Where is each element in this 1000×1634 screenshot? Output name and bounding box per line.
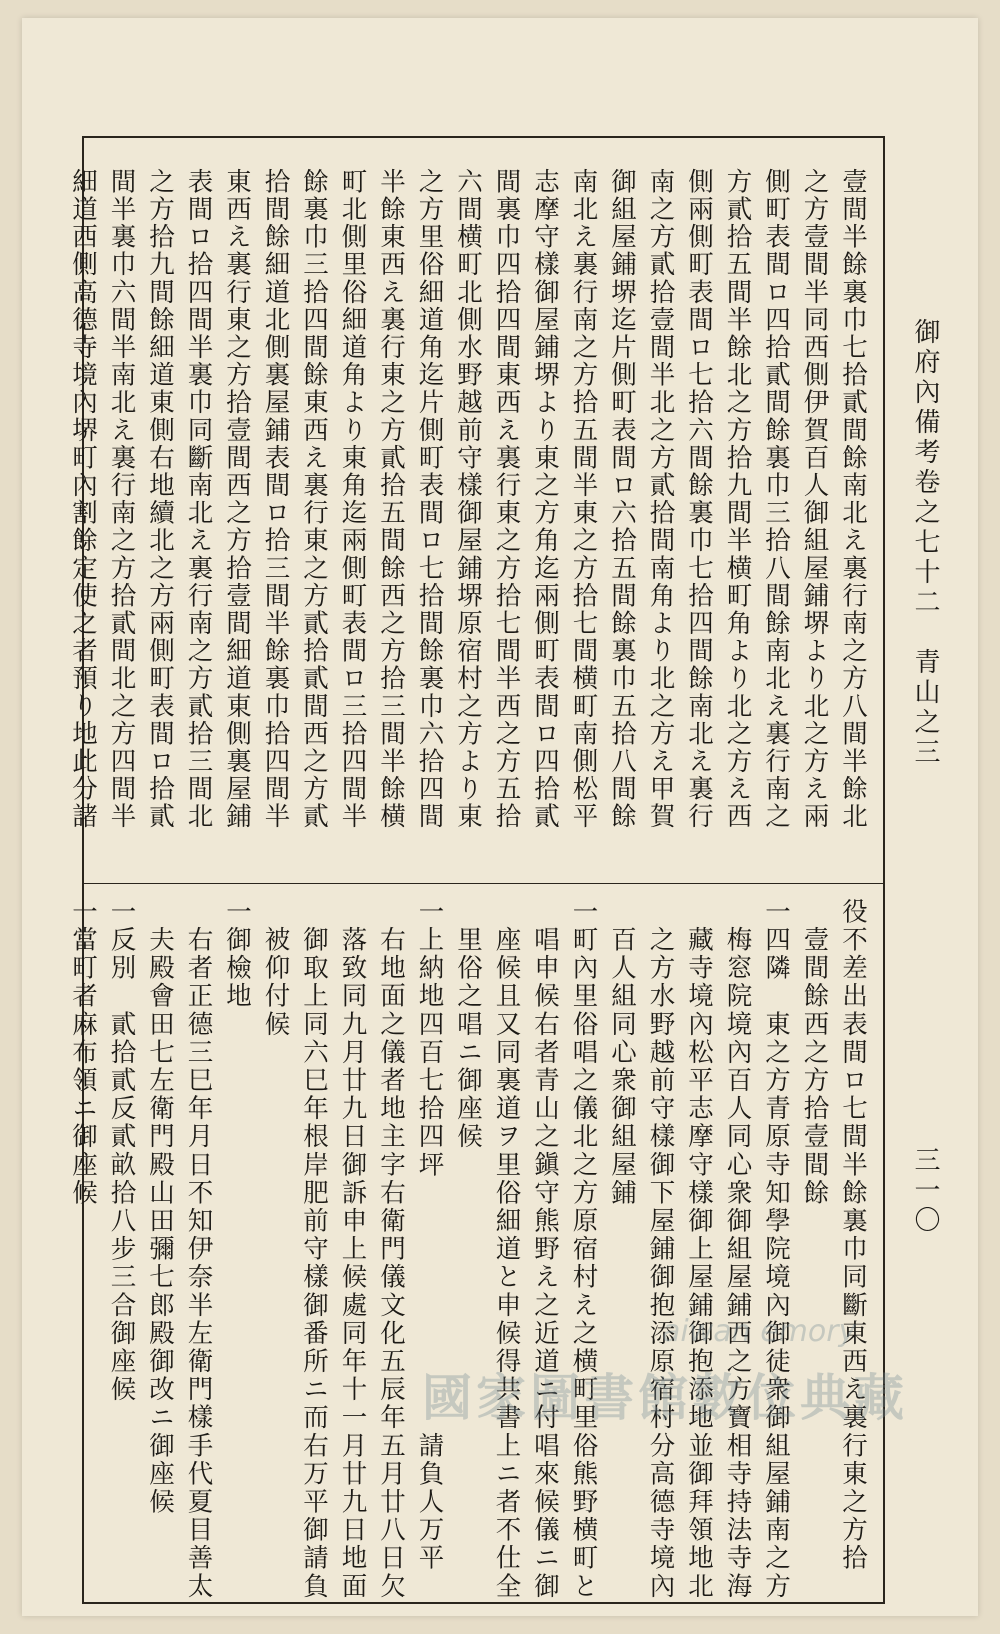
- text-column: 半餘東西え裏行東之方貳拾五間餘西之方拾三間半餘横: [376, 168, 406, 831]
- watermark-subtext: aiwan emory: [662, 1314, 857, 1349]
- text-column: 一上納地四百七拾四坪 請負人万平: [414, 898, 445, 1573]
- text-column: 志摩守樣御屋鋪堺より東之方角迄兩側町表間ロ四拾貳: [530, 168, 560, 831]
- text-column: 餘裏巾三拾四間餘東西え裏行東之方貳拾貳間西之方貳: [299, 168, 329, 831]
- text-column: 細道西側高德寺境內堺町內割餘定使之者預り地此分諸: [68, 168, 98, 831]
- text-column: 座候且又同裏道ヲ里俗細道と申候得共書上ニ者不仕全: [491, 898, 522, 1601]
- text-column: 之方水野越前守樣御下屋鋪御抱添原宿村分高德寺境內: [645, 898, 676, 1601]
- text-column: 拾間餘細道北側裏屋鋪表間ロ拾三間半餘裏巾拾四間半: [260, 168, 291, 831]
- text-column: 唱申候右者青山之鎭守熊野え之近道ニ付唱來候儀ニ御: [530, 898, 560, 1601]
- text-column: 之方壹間半同西側伊賀百人御組屋鋪堺より北之方え兩: [799, 168, 830, 831]
- text-column: 之方里俗細道角迄片側町表間ロ七拾間餘裏巾六拾四間: [414, 168, 445, 831]
- text-column: 夫殿會田七左衛門殿山田彌七郎殿御改ニ御座候: [145, 898, 175, 1517]
- document-page: [22, 18, 978, 1616]
- text-column: 壹間半餘裏巾七拾貳間餘南北え裏行南之方八間半餘北: [838, 168, 868, 831]
- text-column: 間裏巾四拾四間東西え裏行東之方拾七間半西之方五拾: [491, 168, 522, 831]
- section-divider: [84, 883, 883, 884]
- text-column: 一當町者麻布領ニ御座候: [68, 898, 98, 1208]
- text-column: 百人組同心衆御組屋鋪: [607, 898, 637, 1208]
- text-column: 壹間餘西之方拾壹間餘: [799, 898, 830, 1208]
- text-column: 一反別 貳拾貳反貳畝拾八步三合御座候: [106, 898, 137, 1404]
- text-column: 役不差出表間ロ七間半餘裏巾同斷東西え裏行東之方拾: [838, 898, 868, 1573]
- text-column: 一御檢地: [222, 898, 252, 1011]
- text-column: 里俗之唱ニ御座候: [453, 898, 483, 1151]
- text-column: 御組屋鋪堺迄片側町表間ロ六拾五間餘裏巾五拾八間餘: [607, 168, 637, 831]
- upper-text-block: [68, 168, 868, 868]
- library-watermark: 國家圖書館數位典藏: [422, 1369, 908, 1427]
- text-column: 右地面之儀者地主字右衛門儀文化五辰年五月廿八日欠: [376, 898, 406, 1601]
- text-column: 六間横町北側水野越前守樣御屋鋪堺原宿村之方より東: [453, 168, 483, 831]
- text-column: 南北え裏行南之方拾五間半東之方拾七間横町南側松平: [568, 168, 599, 831]
- text-column: 南之方貳拾壹間半北之方貳拾間南角より北之方え甲賀: [645, 168, 676, 831]
- text-column: 表間ロ拾四間半裏巾同斷南北え裏行南之方貳拾三間北: [183, 168, 214, 831]
- page-number: 三一〇: [910, 1146, 940, 1236]
- text-column: 一町內里俗唱之儀北之方原宿村え之横町里俗熊野横町と: [568, 898, 599, 1601]
- text-column: 御取上同六巳年根岸肥前守樣御番所ニ而右万平御請負: [299, 898, 329, 1601]
- text-column: 間半裏巾六間半南北え裏行南之方拾貳間北之方四間半: [106, 168, 137, 831]
- text-column: 藏寺境內松平志摩守樣御上屋鋪御抱添地並御拜領地北: [684, 898, 714, 1601]
- text-column: 方貳拾五間半餘北之方拾九間半横町角より北之方え西: [722, 168, 753, 831]
- text-column: 落致同九月廿九日御訴申上候處同年十一月廿九日地面: [337, 898, 368, 1601]
- lower-text-block: [68, 898, 868, 1601]
- text-column: 右者正德三巳年月日不知伊奈半左衛門樣手代夏目善太: [183, 898, 214, 1601]
- text-column: 之方拾九間餘細道東側右地續北之方兩側町表間ロ拾貳: [145, 168, 175, 831]
- text-column: 側町表間ロ四拾貳間餘裏巾三拾八間餘南北え裏行南之: [761, 168, 791, 831]
- text-column: 梅窓院境內百人同心衆御組屋鋪西之方寶相寺持法寺海: [722, 898, 753, 1601]
- text-column: 町北側里俗細道角より東角迄兩側町表間ロ三拾四間半: [337, 168, 368, 831]
- text-column: 被仰付候: [260, 898, 291, 1039]
- text-column: 側兩側町表間ロ七拾六間餘裏巾七拾四間餘南北え裏行: [684, 168, 714, 831]
- text-column: 一四隣 東之方青原寺知學院境內御徒衆御組屋鋪南之方: [761, 898, 791, 1601]
- page-header-title: 御府內備考卷之七十二 青山之三: [910, 318, 940, 768]
- text-column: 東西え裏行東之方拾壹間西之方拾壹間細道東側裏屋鋪: [222, 168, 252, 831]
